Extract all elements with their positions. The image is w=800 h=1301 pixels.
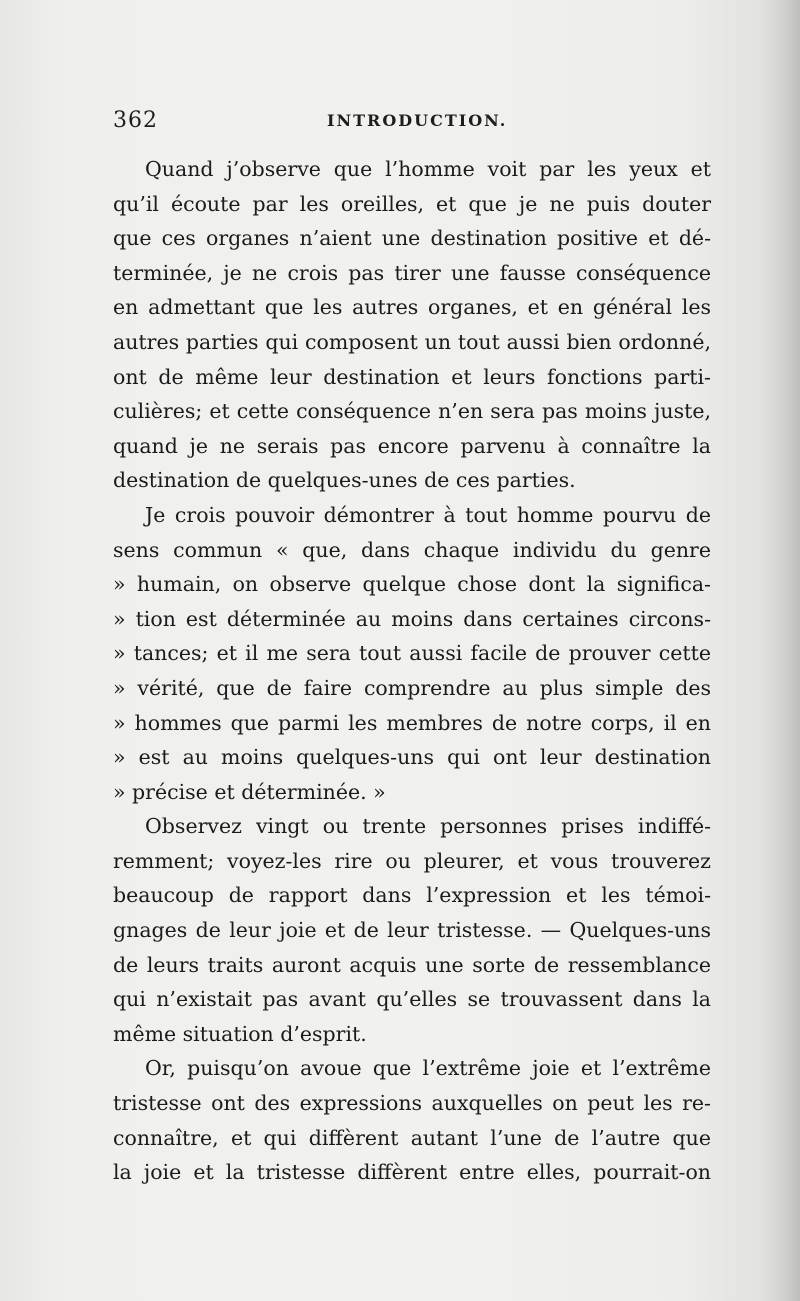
text-line: ont de même leur destination et leurs fonctions parti- <box>113 364 711 389</box>
text-line: Or, puisqu’on avoue que l’extrême joie et l’extrême <box>145 1056 711 1081</box>
text-line: autres parties qui composent un tout aussi bien ordonné, <box>113 329 711 354</box>
text-line: culières; et cette conséquence n’en sera pas moins juste, <box>113 399 711 424</box>
text-line: qu’il écoute par les oreilles, et que je ne puis douter <box>113 191 711 216</box>
body-text <box>113 152 711 1190</box>
text-line: tristesse ont des expressions auxquelles on peut les re- <box>113 1091 711 1116</box>
text-line: que ces organes n’aient une destination positive et dé- <box>113 226 711 251</box>
page-header <box>113 108 713 138</box>
text-line: » humain, on observe quelque chose dont la significa- <box>113 572 711 597</box>
text-line: beaucoup de rapport dans l’expression et les témoi- <box>113 883 711 908</box>
text-line: » tances; et il me sera tout aussi facile de prouver cette <box>113 641 711 666</box>
text-line: » précise et déterminée. » <box>113 779 386 804</box>
text-line: connaître, et qui diffèrent autant l’une de l’autre que <box>113 1125 711 1150</box>
text-line: sens commun « que, dans chaque individu du genre <box>113 537 711 562</box>
text-line: en admettant que les autres organes, et en général les <box>113 295 711 320</box>
text-line: qui n’existait pas avant qu’elles se trouvassent dans la <box>113 987 711 1012</box>
text-line: Observez vingt ou trente personnes prises indiffé- <box>145 814 711 839</box>
text-line: de leurs traits auront acquis une sorte de ressemblance <box>113 952 711 977</box>
text-line: remment; voyez-les rire ou pleurer, et vous trouverez <box>113 848 711 873</box>
text-line: la joie et la tristesse diffèrent entre elles, pourrait-on <box>113 1160 711 1185</box>
text-line: même situation d’esprit. <box>113 1021 367 1046</box>
text-line: » hommes que parmi les membres de notre corps, il en <box>113 710 711 735</box>
running-title: INTRODUCTION. <box>327 111 508 130</box>
text-line: » est au moins quelques-uns qui ont leur destination <box>113 745 711 770</box>
page-edge-shadow <box>760 0 800 1301</box>
text-line: » vérité, que de faire comprendre au plus simple des <box>113 675 711 700</box>
text-line: quand je ne serais pas encore parvenu à connaître la <box>113 433 711 458</box>
text-line: Quand j’observe que l’homme voit par les yeux et <box>145 157 711 181</box>
text-line: » tion est déterminée au moins dans certaines circons- <box>113 606 711 631</box>
page-number: 362 <box>113 108 158 133</box>
text-line: destination de quelques-unes de ces parties. <box>113 468 576 493</box>
text-line: Je crois pouvoir démontrer à tout homme pourvu de <box>145 502 711 527</box>
text-line: terminée, je ne crois pas tirer une fausse conséquence <box>113 260 711 285</box>
text-line: gnages de leur joie et de leur tristesse. — Quelques-uns <box>113 918 711 943</box>
